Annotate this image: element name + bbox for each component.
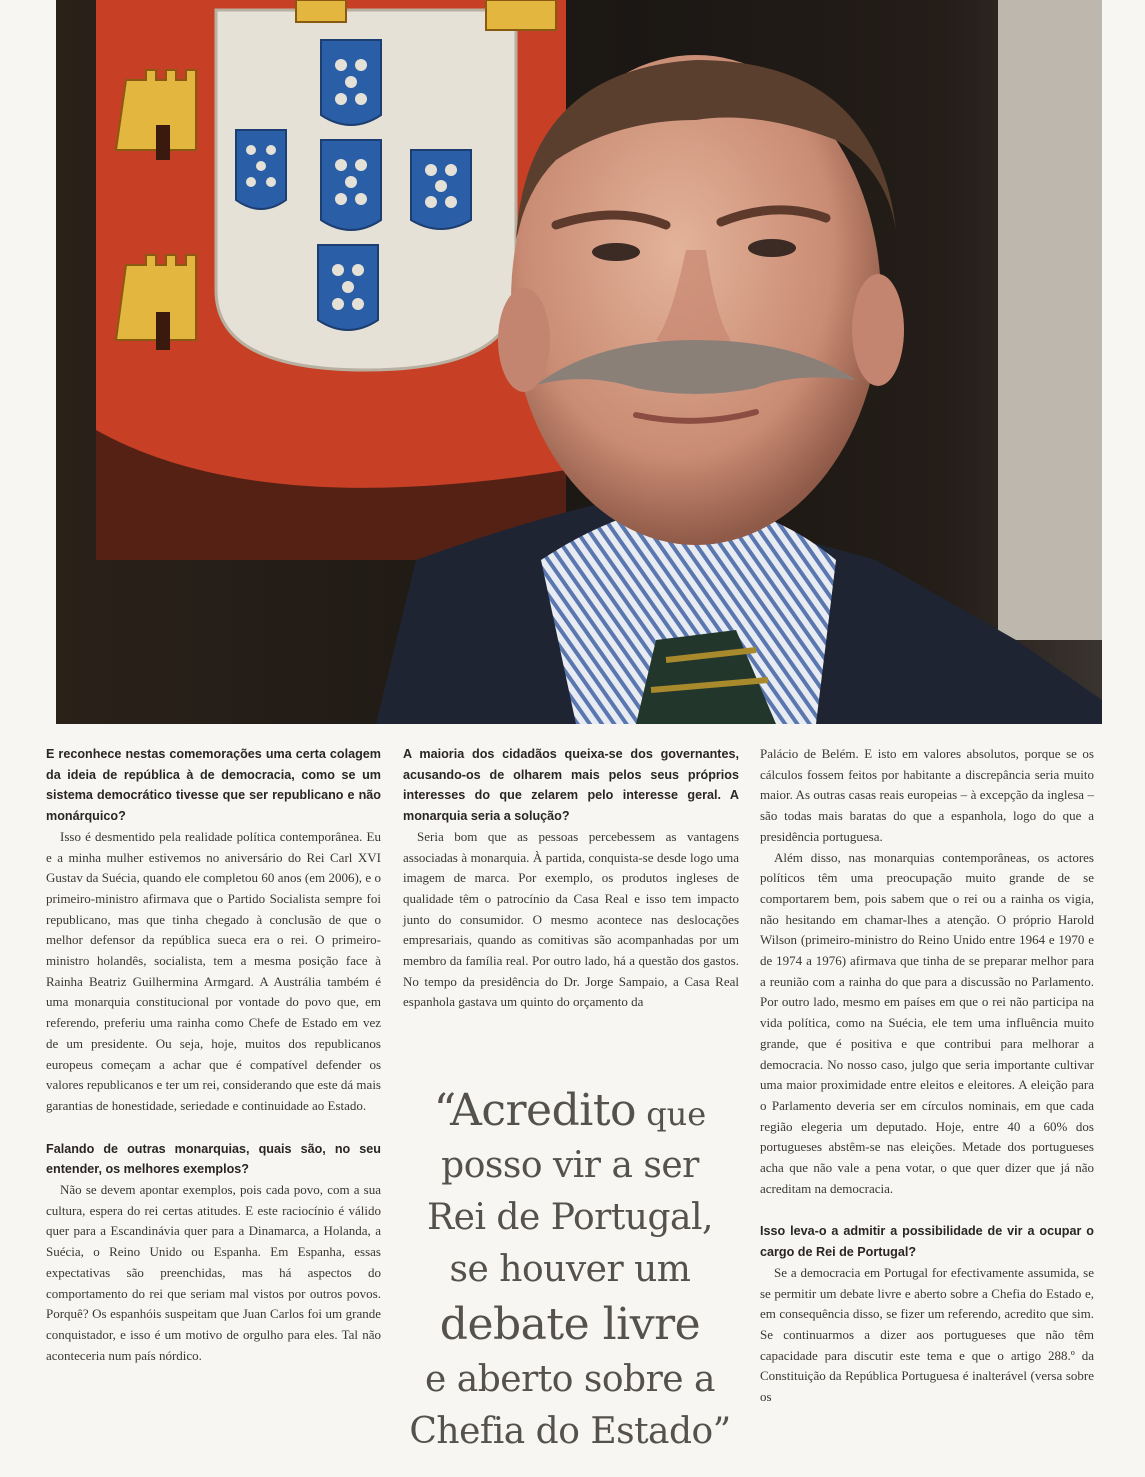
pull-quote-line: posso vir a ser bbox=[441, 1145, 699, 1186]
pull-quote-line: Rei de Portugal, bbox=[427, 1197, 713, 1238]
interview-question: A maioria dos cidadãos queixa-se dos governantes, acusando-os de olharem mais pelos seus próprios interesses do que zelarem pelo interesse geral. A monarquia seria a solução? bbox=[403, 747, 739, 824]
pull-quote-line: que bbox=[636, 1095, 707, 1133]
interview-question: Isso leva-o a admitir a possibilidade de vir a ocupar o cargo de Rei de Portugal? bbox=[760, 1224, 1094, 1260]
interview-question: E reconhece nestas comemorações uma certa colagem da ideia de república à de democracia, como se um sistema democrático tivesse que ser republicano e não monárquico? bbox=[46, 747, 381, 824]
interview-answer: Além disso, nas monarquias contemporâneas, os actores políticos têm uma preocupação muito grande de se comportarem bem, pois sabem que o rei ou a rainha os vigia, não hesitando em chamar-lhes a atenção. O próprio Harold Wilson (primeiro-ministro do Reino Unido entre 1964 e 1970 e de 1974 a 1976) afirmava que tinha de se preparar melhor para a reunião com a rainha do que para a discussão no Parlamento. Por outro lado, mesmo em países em que o rei não participa na vida política, como na Suécia, ele tem uma influência muito grande, que é positiva e que contribui para melhorar a democracia. No nosso caso, julgo que seria importante cultivar uma maior proximidade entre eleitos e eleitores. A eleição para o Parlamento deveria ser em círculos nominais, em que cada região elegeria um deputado. Hoje, entre 40 a 60% dos portugueses abstêm-se nas eleições. Metade dos portugueses acha que não vale a pena votar, o que quer dizer que já não acreditam na democracia. bbox=[760, 849, 1094, 1196]
interview-answer: Se a democracia em Portugal for efectivamente assumida, se se permitir um debate livre e aberto sobre a Chefia do Estado e, em consequência disso, se fizer um referendo, acredito que sim. Se continuarmos a dizer aos portugueses que não têm capacidade para discutir este tema e que o artigo 288.º da Constituição da República Portuguesa é inalterável (versa sobre os bbox=[760, 1264, 1094, 1405]
portrait-photo bbox=[56, 0, 1102, 724]
portrait-illustration bbox=[56, 0, 1102, 724]
pull-quote-line: “Acredito bbox=[433, 1085, 637, 1136]
interview-answer: Seria bom que as pessoas percebessem as vantagens associadas à monarquia. À partida, conquista-se desde logo uma imagem de marca. Por exemplo, os produtos ingleses de qualidade têm o patrocínio da Casa Real e isso tem impacto junto do consumidor. O mesmo acontece nas deslocações empresariais, quando as comitivas são acompanhadas por um membro da família real. Por outro lado, há a questão dos gastos. No tempo da presidência do Dr. Jorge Sampaio, a Casa Real espanhola gastava um quinto do orçamento da bbox=[403, 828, 739, 1010]
pull-quote-line: e aberto sobre a bbox=[425, 1359, 715, 1400]
column-middle bbox=[403, 744, 739, 1013]
pull-quote-line: Chefia do Estado” bbox=[409, 1411, 731, 1452]
pull-quote-line: debate livre bbox=[439, 1299, 701, 1350]
pull-quote-line: se houver um bbox=[449, 1249, 691, 1290]
interview-answer: Não se devem apontar exemplos, pois cada povo, com a sua cultura, espera do rei certas atitudes. E este raciocínio é válido quer para a Escandinávia quer para a Dinamarca, a Holanda, a Suécia, o Reino Unido ou Espanha. Em Espanha, essas expectativas são preenchidas, mas há aspectos do comportamento do rei que seriam mal vistos por outros povos. Porquê? Os espanhóis suspeitam que Juan Carlos foi um grande conquistador, e isso é um motivo de orgulho para eles. Tal não aconteceria num país nórdico. bbox=[46, 1182, 381, 1363]
interview-answer: Isso é desmentido pela realidade política contemporânea. Eu e a minha mulher estivemos no aniversário do Rei Carl XVI Gustav da Suécia, quando ele completou 60 anos (em 2006), e o primeiro-ministro afirmava que o Partido Socialista sempre foi republicano, mas que tinha chegado à conclusão de que o melhor defensor da república sueca era o rei. O primeiro-ministro holandês, socialista, tem a mesma posição face à Rainha Beatriz Guilhermina Armgard. A Austrália também é uma monarquia constitucional por vontade do povo que, em referendo, preferiu uma rainha como Chefe de Estado em vez de um presidente. Ou seja, hoje, muitos dos republicanos europeus começam a achar que é compatível defender os valores republicanos e ter um rei, considerando que este dá mais garantias de honestidade, seriedade e continuidade ao Estado. bbox=[46, 828, 381, 1113]
column-right bbox=[760, 744, 1094, 1408]
column-left bbox=[46, 744, 381, 1366]
pull-quote bbox=[400, 1082, 740, 1458]
interview-answer: Palácio de Belém. E isto em valores absolutos, porque se os cálculos fossem feitos por habitante a discrepância seria muito maior. As outras casas reais europeias – à excepção da inglesa – são todas mais baratas do que a espanhola, logo do que a presidência portuguesa. bbox=[760, 746, 1094, 844]
interview-question: Falando de outras monarquias, quais são, no seu entender, os melhores exemplos? bbox=[46, 1141, 381, 1177]
